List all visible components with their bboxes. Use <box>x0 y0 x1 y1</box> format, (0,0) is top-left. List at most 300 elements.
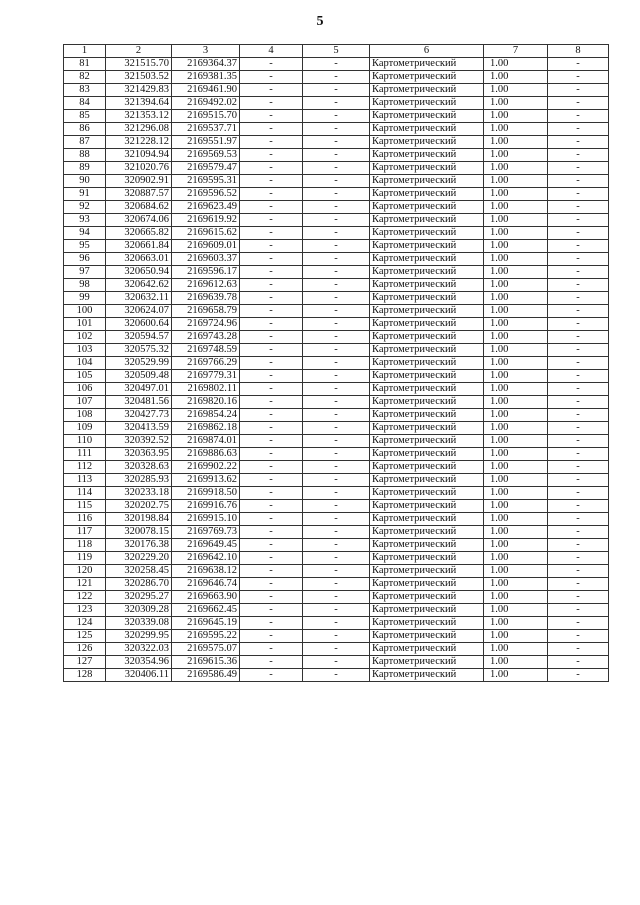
table-row <box>64 448 609 461</box>
y-coordinate-cell: 2169658.79 <box>172 305 240 318</box>
column-5-cell: - <box>303 461 370 474</box>
accuracy-cell: 1.00 <box>484 266 548 279</box>
column-4-cell: - <box>240 630 303 643</box>
column-5-cell: - <box>303 500 370 513</box>
x-coordinate-cell: 320286.70 <box>106 578 172 591</box>
column-5-cell: - <box>303 370 370 383</box>
x-coordinate-cell: 320575.32 <box>106 344 172 357</box>
method-cell: Картометрический <box>370 370 484 383</box>
x-coordinate-cell: 320406.11 <box>106 669 172 682</box>
column-4-cell: - <box>240 149 303 162</box>
accuracy-cell: 1.00 <box>484 461 548 474</box>
column-4-cell: - <box>240 266 303 279</box>
table-row <box>64 383 609 396</box>
y-coordinate-cell: 2169916.76 <box>172 500 240 513</box>
table-row <box>64 201 609 214</box>
x-coordinate-cell: 320887.57 <box>106 188 172 201</box>
page-number: 5 <box>316 14 324 29</box>
method-cell: Картометрический <box>370 214 484 227</box>
column-8-cell: - <box>548 409 609 422</box>
column-5-cell: - <box>303 292 370 305</box>
x-coordinate-cell: 321353.12 <box>106 110 172 123</box>
column-5-cell: - <box>303 591 370 604</box>
point-number-cell: 84 <box>64 97 106 110</box>
x-coordinate-cell: 320594.57 <box>106 331 172 344</box>
table-row <box>64 266 609 279</box>
column-8-cell: - <box>548 513 609 526</box>
y-coordinate-cell: 2169596.52 <box>172 188 240 201</box>
column-4-cell: - <box>240 487 303 500</box>
table-row <box>64 435 609 448</box>
column-4-cell: - <box>240 305 303 318</box>
point-number-cell: 106 <box>64 383 106 396</box>
method-cell: Картометрический <box>370 578 484 591</box>
point-number-cell: 114 <box>64 487 106 500</box>
y-coordinate-cell: 2169766.29 <box>172 357 240 370</box>
column-5-cell: - <box>303 409 370 422</box>
accuracy-cell: 1.00 <box>484 240 548 253</box>
method-cell: Картометрический <box>370 344 484 357</box>
y-coordinate-cell: 2169609.01 <box>172 240 240 253</box>
column-8-cell: - <box>548 448 609 461</box>
x-coordinate-cell: 320258.45 <box>106 565 172 578</box>
x-coordinate-cell: 320328.63 <box>106 461 172 474</box>
column-5-cell: - <box>303 513 370 526</box>
column-4-cell: - <box>240 292 303 305</box>
column-8-cell: - <box>548 227 609 240</box>
column-4-cell: - <box>240 409 303 422</box>
table-row <box>64 591 609 604</box>
table-row <box>64 357 609 370</box>
method-cell: Картометрический <box>370 188 484 201</box>
point-number-cell: 87 <box>64 136 106 149</box>
accuracy-cell: 1.00 <box>484 396 548 409</box>
y-coordinate-cell: 2169639.78 <box>172 292 240 305</box>
y-coordinate-cell: 2169619.92 <box>172 214 240 227</box>
column-8-cell: - <box>548 617 609 630</box>
accuracy-cell: 1.00 <box>484 214 548 227</box>
column-4-cell: - <box>240 617 303 630</box>
y-coordinate-cell: 2169748.59 <box>172 344 240 357</box>
point-number-cell: 92 <box>64 201 106 214</box>
x-coordinate-cell: 320427.73 <box>106 409 172 422</box>
method-cell: Картометрический <box>370 409 484 422</box>
table-row <box>64 565 609 578</box>
accuracy-cell: 1.00 <box>484 162 548 175</box>
column-4-cell: - <box>240 240 303 253</box>
table-row <box>64 97 609 110</box>
y-coordinate-cell: 2169642.10 <box>172 552 240 565</box>
method-cell: Картометрический <box>370 162 484 175</box>
column-8-cell: - <box>548 422 609 435</box>
y-coordinate-cell: 2169663.90 <box>172 591 240 604</box>
point-number-cell: 105 <box>64 370 106 383</box>
column-4-cell: - <box>240 344 303 357</box>
point-number-cell: 119 <box>64 552 106 565</box>
method-cell: Картометрический <box>370 58 484 71</box>
column-5-cell: - <box>303 422 370 435</box>
y-coordinate-cell: 2169579.47 <box>172 162 240 175</box>
accuracy-cell: 1.00 <box>484 526 548 539</box>
column-5-cell: - <box>303 526 370 539</box>
x-coordinate-cell: 320363.95 <box>106 448 172 461</box>
x-coordinate-cell: 320632.11 <box>106 292 172 305</box>
column-4-cell: - <box>240 435 303 448</box>
accuracy-cell: 1.00 <box>484 253 548 266</box>
point-number-cell: 86 <box>64 123 106 136</box>
column-header: 8 <box>548 45 609 58</box>
x-coordinate-cell: 320661.84 <box>106 240 172 253</box>
method-cell: Картометрический <box>370 357 484 370</box>
column-4-cell: - <box>240 84 303 97</box>
column-5-cell: - <box>303 214 370 227</box>
y-coordinate-cell: 2169874.01 <box>172 435 240 448</box>
column-4-cell: - <box>240 71 303 84</box>
column-5-cell: - <box>303 110 370 123</box>
table-row <box>64 71 609 84</box>
x-coordinate-cell: 321228.12 <box>106 136 172 149</box>
column-5-cell: - <box>303 344 370 357</box>
column-5-cell: - <box>303 565 370 578</box>
point-number-cell: 98 <box>64 279 106 292</box>
method-cell: Картометрический <box>370 526 484 539</box>
accuracy-cell: 1.00 <box>484 370 548 383</box>
table-row <box>64 162 609 175</box>
method-cell: Картометрический <box>370 175 484 188</box>
x-coordinate-cell: 320642.62 <box>106 279 172 292</box>
table-body <box>64 45 609 682</box>
column-8-cell: - <box>548 188 609 201</box>
accuracy-cell: 1.00 <box>484 227 548 240</box>
table-row <box>64 409 609 422</box>
column-header: 4 <box>240 45 303 58</box>
x-coordinate-cell: 320600.64 <box>106 318 172 331</box>
y-coordinate-cell: 2169461.90 <box>172 84 240 97</box>
column-8-cell: - <box>548 175 609 188</box>
accuracy-cell: 1.00 <box>484 175 548 188</box>
column-8-cell: - <box>548 552 609 565</box>
y-coordinate-cell: 2169646.74 <box>172 578 240 591</box>
table-row <box>64 188 609 201</box>
column-8-cell: - <box>548 84 609 97</box>
column-8-cell: - <box>548 123 609 136</box>
point-number-cell: 96 <box>64 253 106 266</box>
method-cell: Картометрический <box>370 110 484 123</box>
x-coordinate-cell: 320202.75 <box>106 500 172 513</box>
column-4-cell: - <box>240 97 303 110</box>
column-8-cell: - <box>548 292 609 305</box>
y-coordinate-cell: 2169854.24 <box>172 409 240 422</box>
table-row <box>64 331 609 344</box>
x-coordinate-cell: 320529.99 <box>106 357 172 370</box>
column-5-cell: - <box>303 84 370 97</box>
column-5-cell: - <box>303 188 370 201</box>
accuracy-cell: 1.00 <box>484 331 548 344</box>
table-row <box>64 214 609 227</box>
accuracy-cell: 1.00 <box>484 565 548 578</box>
column-5-cell: - <box>303 617 370 630</box>
table-row <box>64 487 609 500</box>
column-5-cell: - <box>303 656 370 669</box>
column-8-cell: - <box>548 578 609 591</box>
accuracy-cell: 1.00 <box>484 279 548 292</box>
accuracy-cell: 1.00 <box>484 123 548 136</box>
table-row <box>64 578 609 591</box>
column-4-cell: - <box>240 331 303 344</box>
column-header: 3 <box>172 45 240 58</box>
point-number-cell: 117 <box>64 526 106 539</box>
column-5-cell: - <box>303 604 370 617</box>
column-4-cell: - <box>240 370 303 383</box>
method-cell: Картометрический <box>370 97 484 110</box>
x-coordinate-cell: 320392.52 <box>106 435 172 448</box>
x-coordinate-cell: 320481.56 <box>106 396 172 409</box>
point-number-cell: 99 <box>64 292 106 305</box>
point-number-cell: 123 <box>64 604 106 617</box>
point-number-cell: 95 <box>64 240 106 253</box>
method-cell: Картометрический <box>370 292 484 305</box>
column-4-cell: - <box>240 383 303 396</box>
column-8-cell: - <box>548 162 609 175</box>
method-cell: Картометрический <box>370 487 484 500</box>
method-cell: Картометрический <box>370 643 484 656</box>
table-row <box>64 396 609 409</box>
point-number-cell: 120 <box>64 565 106 578</box>
column-8-cell: - <box>548 669 609 682</box>
column-4-cell: - <box>240 162 303 175</box>
accuracy-cell: 1.00 <box>484 669 548 682</box>
y-coordinate-cell: 2169638.12 <box>172 565 240 578</box>
column-8-cell: - <box>548 630 609 643</box>
x-coordinate-cell: 320665.82 <box>106 227 172 240</box>
accuracy-cell: 1.00 <box>484 305 548 318</box>
point-number-cell: 104 <box>64 357 106 370</box>
accuracy-cell: 1.00 <box>484 578 548 591</box>
y-coordinate-cell: 2169913.62 <box>172 474 240 487</box>
column-5-cell: - <box>303 305 370 318</box>
column-8-cell: - <box>548 149 609 162</box>
method-cell: Картометрический <box>370 565 484 578</box>
point-number-cell: 101 <box>64 318 106 331</box>
table-row <box>64 552 609 565</box>
table-row <box>64 461 609 474</box>
point-number-cell: 128 <box>64 669 106 682</box>
point-number-cell: 125 <box>64 630 106 643</box>
column-5-cell: - <box>303 357 370 370</box>
table-row <box>64 175 609 188</box>
column-4-cell: - <box>240 552 303 565</box>
column-4-cell: - <box>240 656 303 669</box>
y-coordinate-cell: 2169902.22 <box>172 461 240 474</box>
accuracy-cell: 1.00 <box>484 110 548 123</box>
column-4-cell: - <box>240 279 303 292</box>
column-4-cell: - <box>240 422 303 435</box>
column-8-cell: - <box>548 383 609 396</box>
y-coordinate-cell: 2169595.31 <box>172 175 240 188</box>
column-4-cell: - <box>240 227 303 240</box>
column-5-cell: - <box>303 201 370 214</box>
y-coordinate-cell: 2169596.17 <box>172 266 240 279</box>
table-row <box>64 240 609 253</box>
point-number-cell: 89 <box>64 162 106 175</box>
point-number-cell: 94 <box>64 227 106 240</box>
y-coordinate-cell: 2169802.11 <box>172 383 240 396</box>
table-row <box>64 149 609 162</box>
column-8-cell: - <box>548 461 609 474</box>
x-coordinate-cell: 320497.01 <box>106 383 172 396</box>
accuracy-cell: 1.00 <box>484 201 548 214</box>
table-row <box>64 500 609 513</box>
x-coordinate-cell: 320229.20 <box>106 552 172 565</box>
column-4-cell: - <box>240 565 303 578</box>
column-5-cell: - <box>303 318 370 331</box>
method-cell: Картометрический <box>370 604 484 617</box>
column-5-cell: - <box>303 474 370 487</box>
point-number-cell: 81 <box>64 58 106 71</box>
point-number-cell: 102 <box>64 331 106 344</box>
column-4-cell: - <box>240 396 303 409</box>
point-number-cell: 93 <box>64 214 106 227</box>
column-5-cell: - <box>303 279 370 292</box>
y-coordinate-cell: 2169381.35 <box>172 71 240 84</box>
accuracy-cell: 1.00 <box>484 422 548 435</box>
column-4-cell: - <box>240 513 303 526</box>
x-coordinate-cell: 320624.07 <box>106 305 172 318</box>
method-cell: Картометрический <box>370 435 484 448</box>
x-coordinate-cell: 321296.08 <box>106 123 172 136</box>
accuracy-cell: 1.00 <box>484 58 548 71</box>
method-cell: Картометрический <box>370 253 484 266</box>
point-number-cell: 126 <box>64 643 106 656</box>
x-coordinate-cell: 320299.95 <box>106 630 172 643</box>
column-4-cell: - <box>240 448 303 461</box>
column-8-cell: - <box>548 487 609 500</box>
column-8-cell: - <box>548 474 609 487</box>
y-coordinate-cell: 2169820.16 <box>172 396 240 409</box>
column-8-cell: - <box>548 539 609 552</box>
column-4-cell: - <box>240 578 303 591</box>
table-row <box>64 526 609 539</box>
table-row <box>64 422 609 435</box>
point-number-cell: 82 <box>64 71 106 84</box>
method-cell: Картометрический <box>370 630 484 643</box>
y-coordinate-cell: 2169743.28 <box>172 331 240 344</box>
method-cell: Картометрический <box>370 383 484 396</box>
column-8-cell: - <box>548 331 609 344</box>
accuracy-cell: 1.00 <box>484 513 548 526</box>
point-number-cell: 88 <box>64 149 106 162</box>
column-4-cell: - <box>240 253 303 266</box>
y-coordinate-cell: 2169662.45 <box>172 604 240 617</box>
accuracy-cell: 1.00 <box>484 188 548 201</box>
method-cell: Картометрический <box>370 474 484 487</box>
column-5-cell: - <box>303 58 370 71</box>
table-row <box>64 318 609 331</box>
column-8-cell: - <box>548 435 609 448</box>
column-5-cell: - <box>303 539 370 552</box>
method-cell: Картометрический <box>370 422 484 435</box>
point-number-cell: 103 <box>64 344 106 357</box>
y-coordinate-cell: 2169724.96 <box>172 318 240 331</box>
column-8-cell: - <box>548 318 609 331</box>
accuracy-cell: 1.00 <box>484 71 548 84</box>
y-coordinate-cell: 2169603.37 <box>172 253 240 266</box>
x-coordinate-cell: 320684.62 <box>106 201 172 214</box>
method-cell: Картометрический <box>370 500 484 513</box>
table-row <box>64 643 609 656</box>
column-4-cell: - <box>240 58 303 71</box>
column-8-cell: - <box>548 500 609 513</box>
y-coordinate-cell: 2169769.73 <box>172 526 240 539</box>
y-coordinate-cell: 2169623.49 <box>172 201 240 214</box>
accuracy-cell: 1.00 <box>484 604 548 617</box>
accuracy-cell: 1.00 <box>484 357 548 370</box>
accuracy-cell: 1.00 <box>484 292 548 305</box>
x-coordinate-cell: 321515.70 <box>106 58 172 71</box>
method-cell: Картометрический <box>370 669 484 682</box>
column-5-cell: - <box>303 123 370 136</box>
column-5-cell: - <box>303 97 370 110</box>
y-coordinate-cell: 2169612.63 <box>172 279 240 292</box>
point-number-cell: 124 <box>64 617 106 630</box>
column-5-cell: - <box>303 435 370 448</box>
accuracy-cell: 1.00 <box>484 448 548 461</box>
x-coordinate-cell: 321094.94 <box>106 149 172 162</box>
x-coordinate-cell: 321503.52 <box>106 71 172 84</box>
method-cell: Картометрический <box>370 84 484 97</box>
table-row <box>64 344 609 357</box>
accuracy-cell: 1.00 <box>484 435 548 448</box>
method-cell: Картометрический <box>370 227 484 240</box>
column-5-cell: - <box>303 227 370 240</box>
column-4-cell: - <box>240 461 303 474</box>
method-cell: Картометрический <box>370 448 484 461</box>
x-coordinate-cell: 320285.93 <box>106 474 172 487</box>
table-row <box>64 110 609 123</box>
column-4-cell: - <box>240 591 303 604</box>
method-cell: Картометрический <box>370 279 484 292</box>
y-coordinate-cell: 2169918.50 <box>172 487 240 500</box>
column-5-cell: - <box>303 136 370 149</box>
column-4-cell: - <box>240 188 303 201</box>
column-8-cell: - <box>548 591 609 604</box>
y-coordinate-cell: 2169537.71 <box>172 123 240 136</box>
column-4-cell: - <box>240 643 303 656</box>
column-8-cell: - <box>548 396 609 409</box>
table-row <box>64 370 609 383</box>
accuracy-cell: 1.00 <box>484 409 548 422</box>
x-coordinate-cell: 320198.84 <box>106 513 172 526</box>
column-4-cell: - <box>240 500 303 513</box>
accuracy-cell: 1.00 <box>484 136 548 149</box>
point-number-cell: 90 <box>64 175 106 188</box>
column-8-cell: - <box>548 136 609 149</box>
table-row <box>64 136 609 149</box>
column-5-cell: - <box>303 552 370 565</box>
point-number-cell: 111 <box>64 448 106 461</box>
table-row <box>64 474 609 487</box>
accuracy-cell: 1.00 <box>484 97 548 110</box>
column-8-cell: - <box>548 370 609 383</box>
column-8-cell: - <box>548 305 609 318</box>
column-8-cell: - <box>548 240 609 253</box>
column-4-cell: - <box>240 474 303 487</box>
method-cell: Картометрический <box>370 331 484 344</box>
point-number-cell: 107 <box>64 396 106 409</box>
accuracy-cell: 1.00 <box>484 500 548 513</box>
point-number-cell: 109 <box>64 422 106 435</box>
point-number-cell: 83 <box>64 84 106 97</box>
